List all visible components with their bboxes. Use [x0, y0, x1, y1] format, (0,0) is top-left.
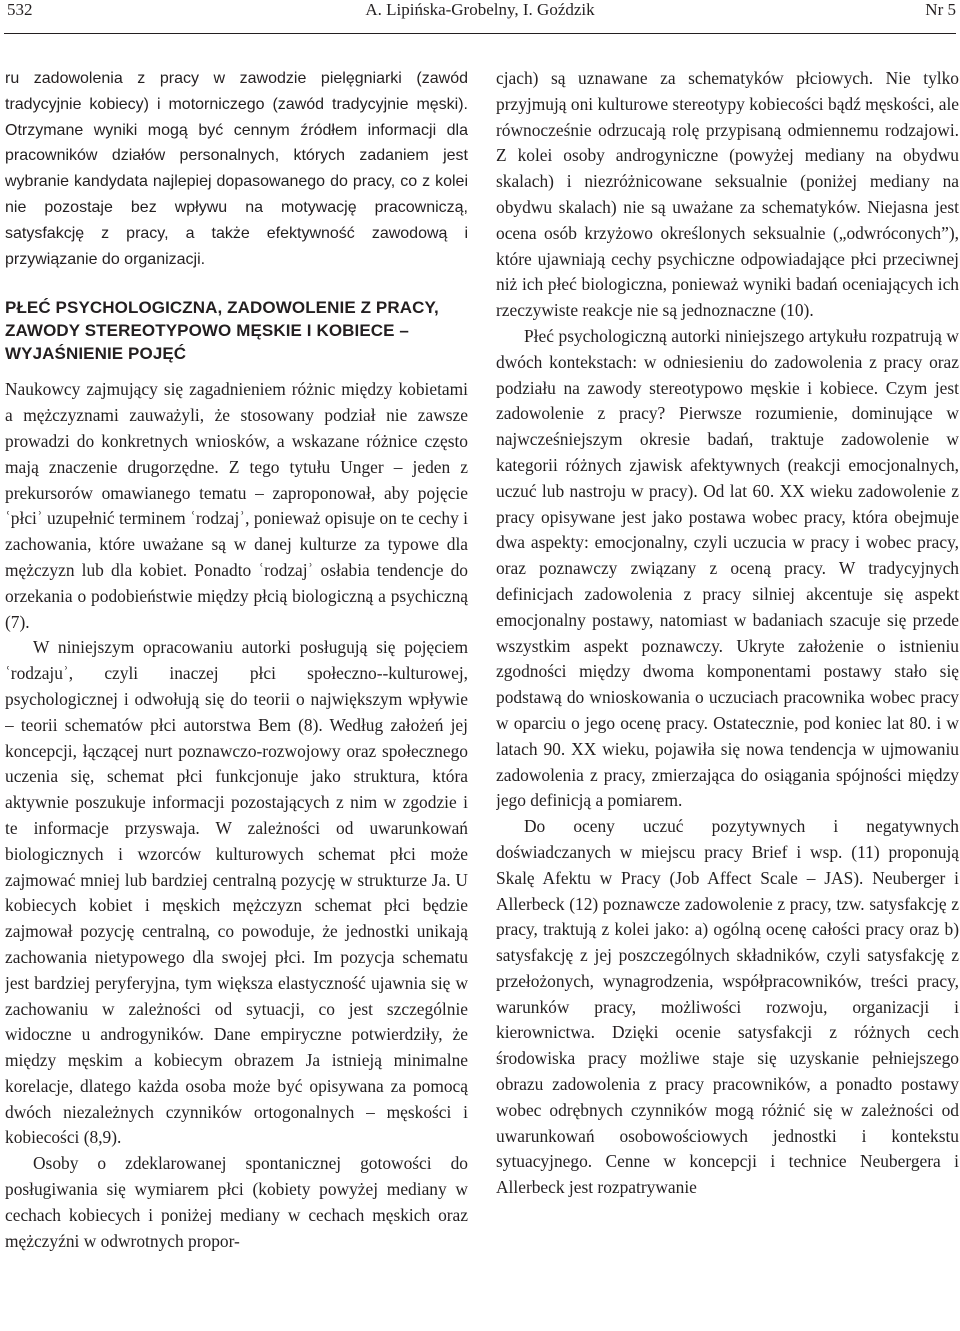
body-paragraph: Osoby o zdeklarowanej spontanicznej gotowości do posługiwania się wymiarem płci (kobiety powyżej mediany w cechach kobiecych i poniżej mediany w cechach męskich oraz mężczyźni w odwrotnych propor-: [5, 1153, 468, 1251]
page-number: 532: [7, 0, 33, 19]
section-heading: PŁEĆ PSYCHOLOGICZNA, ZADOWOLENIE Z PRACY, ZAWODY STEREOTYPOWO MĘSKIE I KOBIECE – WYJAŚNIENIE POJĘĆ: [5, 298, 439, 364]
header-rule: [4, 33, 956, 34]
body-paragraph: Do oceny uczuć pozytywnych i negatywnych doświadczanych w miejscu pracy Brief i wsp. (11) proponują Skalę Afektu w Pracy (Job Affect Scale – JAS). Neuberger i Allerbeck (12) poznawcze zadowolenie z pracy, tzw. satysfakcję z pracy, traktują z kolei jako: a) ogólną ocenę całości pracy oraz b) satysfakcję z jej poszczególnych składników, czyli satysfakcję z przełożonych, wynagrodzenia, współpracowników, treści pracy, warunków pracy, możliwości rozwoju, organizacji i kierownictwa. Dzięki ocenie satysfakcji z różnych cech środowiska pracy możliwe staje się uzyskanie pełniejszego obrazu zadowolenia z pracy pracowników, a ponadto postawy wobec odrębnych czynników mogą różnić się w zależności od uwarunkowań osobowościowych jednostki i kontekstu sytuacyjnego. Cenne w koncepcji i technice Neubergera i Allerbeck jest rozpatrywanie: [496, 816, 959, 1198]
left-column: [5, 66, 468, 1326]
body-paragraph: Płeć psychologiczną autorki niniejszego artykułu rozpatrują w dwóch kontekstach: w odniesieniu do zadowolenia z pracy oraz podziału na zawody stereotypowo męskie i kobiece. Czym jest zadowolenie z pracy? Pierwsze rozumienie, dominujące w najwcześniejszym okresie badań, traktuje zadowolenie w kategorii różnych zjawisk afektywnych (reakcji emocjonalnych, uczuć lub nastroju w pracy). Od lat 60. XX wieku zadowolenie z pracy opisywane jest jako postawa wobec pracy, która obejmuje dwa aspekty: emocjonalny, czyli uczucia w pracy i wobec pracy, oraz poznawczy związany z oceną pracy. W tradycyjnych definicjach zadowolenia z pracy silniej akcentuje się aspekt emocjonalny postawy, natomiast w badaniach szacuje się przede wszystkim aspekt poznawczy. Ukryte założenie o istnieniu zgodności między dwoma komponentami postawy stało się podstawą do wnioskowania o uczuciach pracownika wobec pracy w oparciu o jego ocenę pracy. Ostatecznie, pod koniec lat 80. i w latach 90. XX wieku, pojawiła się nowa tendencja w ujmowaniu zadowolenia z pracy, zmierzająca do osiągania spójności między jego definicją a pomiarem.: [496, 325, 959, 811]
intro-paragraph-continued: ru zadowolenia z pracy w zawodzie pielęgniarki (zawód tradycyjnie kobiecy) i motorniczego (zawód tradycyjnie męski). Otrzymane wyniki mogą być cennym źródłem informacji dla pracowników działów personalnych, których zadaniem jest wybranie kandydata najlepiej dopasowanego do pracy, co z kolei nie pozostaje bez wpływu na motywację pracowniczą, satysfakcję z pracy, a także efektywność zawodową i przywiązanie do organizacji.: [5, 70, 468, 268]
running-header: [0, 0, 960, 36]
right-column: [496, 66, 959, 1326]
issue-number: Nr 5: [925, 0, 956, 19]
body-paragraph-continued: cjach) są uznawane za schematyków płciowych. Nie tylko przyjmują oni kulturowe stereotypy kobiecości bądź męskości, ale równocześnie odrzucają rolę przypisaną odmiennemu rodzajowi. Z kolei osoby androgyniczne (powyżej mediany na obydwu skalach) i niezróżnicowane seksualnie (poniżej mediany na obydwu skalach) nie są uważane za schematyków. Niejasna jest ocena osób krzyżowo określonych seksualnie („odwróconych”), które ujawniają cechy psychiczne odpowiadające płci przeciwnej niż ich płeć biologiczna, ponieważ wyniki badań oceniających ich rzeczywiste reakcje nie są jednoznaczne (10).: [496, 68, 959, 321]
body-paragraph: Naukowcy zajmujący się zagadnieniem różnic między kobietami a mężczyznami zauważyli, że stosowany podział nie zawsze prowadzi do konkretnych wniosków, a wskazane różnice często mają znaczenie drugorzędne. Z tego tytułu Unger – jeden z prekursorów omawianego tematu – zaproponował, aby pojęcie ʿpłciʾ uzupełnić terminem ʿrodzajʾ, ponieważ opisuje on te cechy i zachowania, które uważane są w danej kulturze za typowe dla mężczyzn lub dla kobiet. Ponadto ʿrodzajʾ osłabia tendencje do orzekania o podobieństwie między płcią biologiczną a psychiczną (7).: [5, 379, 468, 632]
running-authors: A. Lipińska-Grobelny, I. Goździk: [365, 0, 595, 19]
body-paragraph: W niniejszym opracowaniu autorki posługują się pojęciem ʿrodzajuʾ, czyli inaczej płci społeczno--kulturowej, psychologicznej i odwołują się do teorii o największym wpływie – teorii schematów płci autorstwa Bem (8). Według założeń jej koncepcji, łączącej nurt poznawczo-rozwojowy oraz społecznego uczenia się, schemat płci funkcjonuje jako struktura, która aktywnie poszukuje informacji pozostających z nim w zgodzie i te informacje przyswaja. W zależności od uwarunkowań biologicznych i wzorców kulturowych schemat płci może zajmować mniej lub bardziej centralną pozycję w strukturze Ja. U kobiecych kobiet i męskich mężczyzn schemat płci będzie zajmował pozycję centralną, co powoduje, że jednostki unikają zachowania nietypowego dla swojej płci. Im pozycja schematu jest bardziej peryferyjna, tym większa elastyczność ujawnia się w zachowaniu w zależności od sytuacji, co jest szczególnie widoczne u androgyników. Dane empiryczne potwierdziły, że między męskim a kobiecym obrazem Ja istnieją minimalne korelacje, dlatego każda osoba może być opisywana za pomocą dwóch niezależnych czynników ortogonalnych – męskości i kobiecości (8,9).: [5, 637, 468, 1148]
